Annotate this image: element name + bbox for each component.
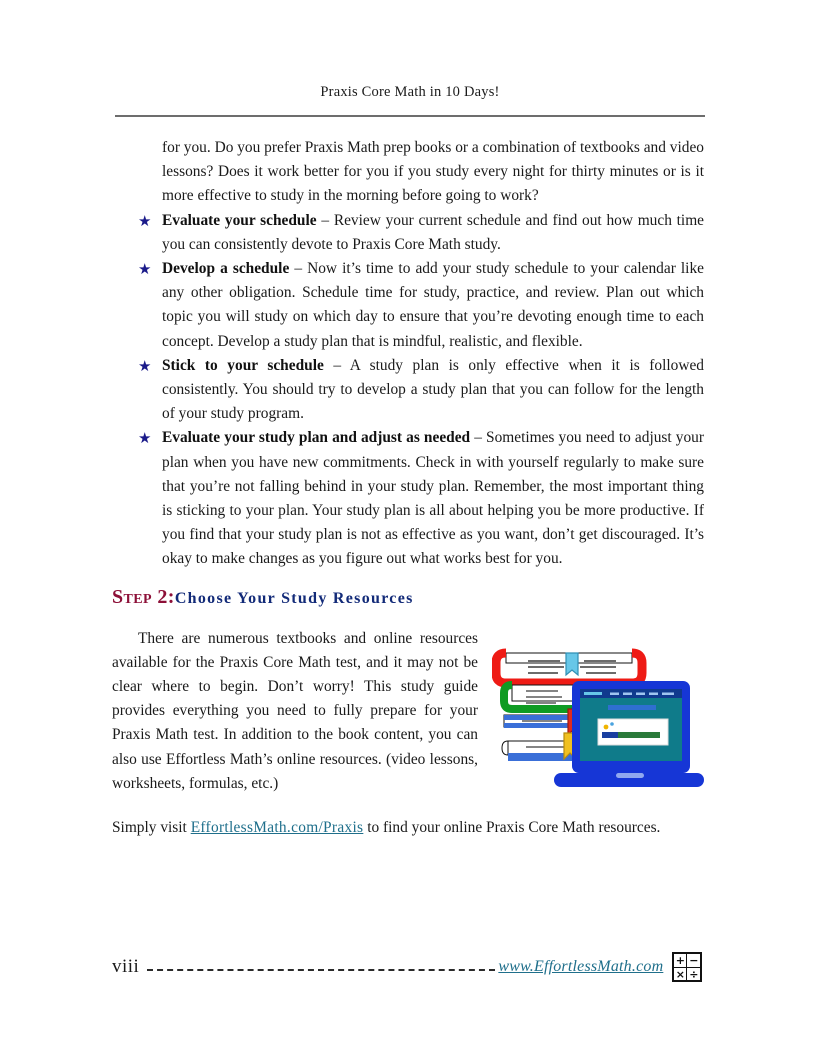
effortless-math-website-link[interactable]: www.EffortlessMath.com	[498, 958, 664, 975]
star-bullet-icon: ★	[138, 213, 152, 230]
laptop-base	[554, 773, 704, 787]
books-laptop-svg	[492, 629, 704, 791]
star-bullet-icon: ★	[138, 358, 152, 375]
laptop-icon	[572, 681, 690, 773]
running-header-title: Praxis Core Math in 10 Days!	[320, 84, 500, 100]
books-and-laptop-illustration	[492, 629, 704, 791]
calculator-icon	[672, 952, 702, 982]
list-item	[112, 354, 704, 427]
calculator-key-minus: −	[689, 954, 699, 967]
study-schedule-list	[112, 209, 704, 572]
list-item-text: – A study plan is only effective when it is followed consistently. You should try to develop a study plan that you can follow for the length of your study program.	[162, 356, 704, 423]
star-bullet-icon: ★	[138, 262, 152, 279]
page-footer	[112, 952, 706, 982]
step-heading-label: Step 2:	[112, 585, 175, 608]
list-item-term: Evaluate your study plan and adjust as needed	[162, 429, 471, 447]
visit-text-before: Simply visit	[112, 819, 191, 837]
calculator-key-times: ×	[674, 968, 687, 981]
resources-paragraph: There are numerous textbooks and online resources available for the Praxis Core Math test, and it may not be clear where to begin. Don’t worry! This study guide provides everything you need to fully prepare for your Praxis Math test. In addition to the book content, you can also use Effortless Math’s online resources. (video lessons, worksheets, formulas, etc.)	[112, 629, 478, 792]
star-bullet-icon: ★	[138, 431, 152, 448]
list-item-term: Develop a schedule	[162, 260, 290, 278]
cyan-bookmark-icon	[566, 653, 578, 675]
effortless-math-praxis-link[interactable]: EffortlessMath.com/Praxis	[190, 819, 364, 837]
red-book-icon	[496, 653, 642, 683]
step-heading-title: Choose Your Study Resources	[174, 589, 414, 607]
list-item	[112, 257, 704, 354]
visit-paragraph	[112, 816, 704, 840]
resources-section	[112, 627, 704, 796]
footer-leader-line	[147, 969, 495, 971]
page-number: viii	[112, 956, 140, 977]
page-content	[112, 136, 704, 840]
calculator-key-plus: +	[674, 954, 687, 968]
list-item-text: – Now it’s time to add your study schedule to your calendar like any other obligation. Schedule time for study, practice, and review. Plan out which topic you will study on which day to ensure that you’re devoting enough time to each concept. Develop a study plan that is mindful, realistic, and flexible.	[162, 260, 704, 350]
opening-paragraph: for you. Do you prefer Praxis Math prep books or a combination of textbooks and video lessons? Does it work better for you if you study every night for thirty minutes or is it more effective to study in the morning before going to work?	[162, 139, 704, 205]
list-item-text: – Sometimes you need to adjust your plan when you have new commitments. Check in with yourself regularly to make sure that you’re not falling behind in your study plan. Remember, the most important thing is sticking to your plan. Your study plan is all about helping you be more productive. If you find that your study plan is not as effective as you want, don’t get discouraged. It’s okay to make changes as you figure out what works best for you.	[162, 429, 704, 568]
list-item-term: Stick to your schedule	[162, 356, 324, 374]
calculator-key-divide: ÷	[689, 968, 699, 981]
visit-text-after: to find your online Praxis Core Math resources.	[363, 819, 661, 837]
list-item	[112, 426, 704, 571]
list-item-text: – Review your current schedule and find out how much time you can consistently devote to Praxis Core Math study.	[162, 211, 705, 253]
list-item	[112, 209, 704, 257]
list-item-term: Evaluate your schedule	[162, 211, 317, 229]
header-rule	[115, 115, 705, 117]
step-heading	[112, 585, 704, 611]
site-logo	[584, 692, 602, 695]
